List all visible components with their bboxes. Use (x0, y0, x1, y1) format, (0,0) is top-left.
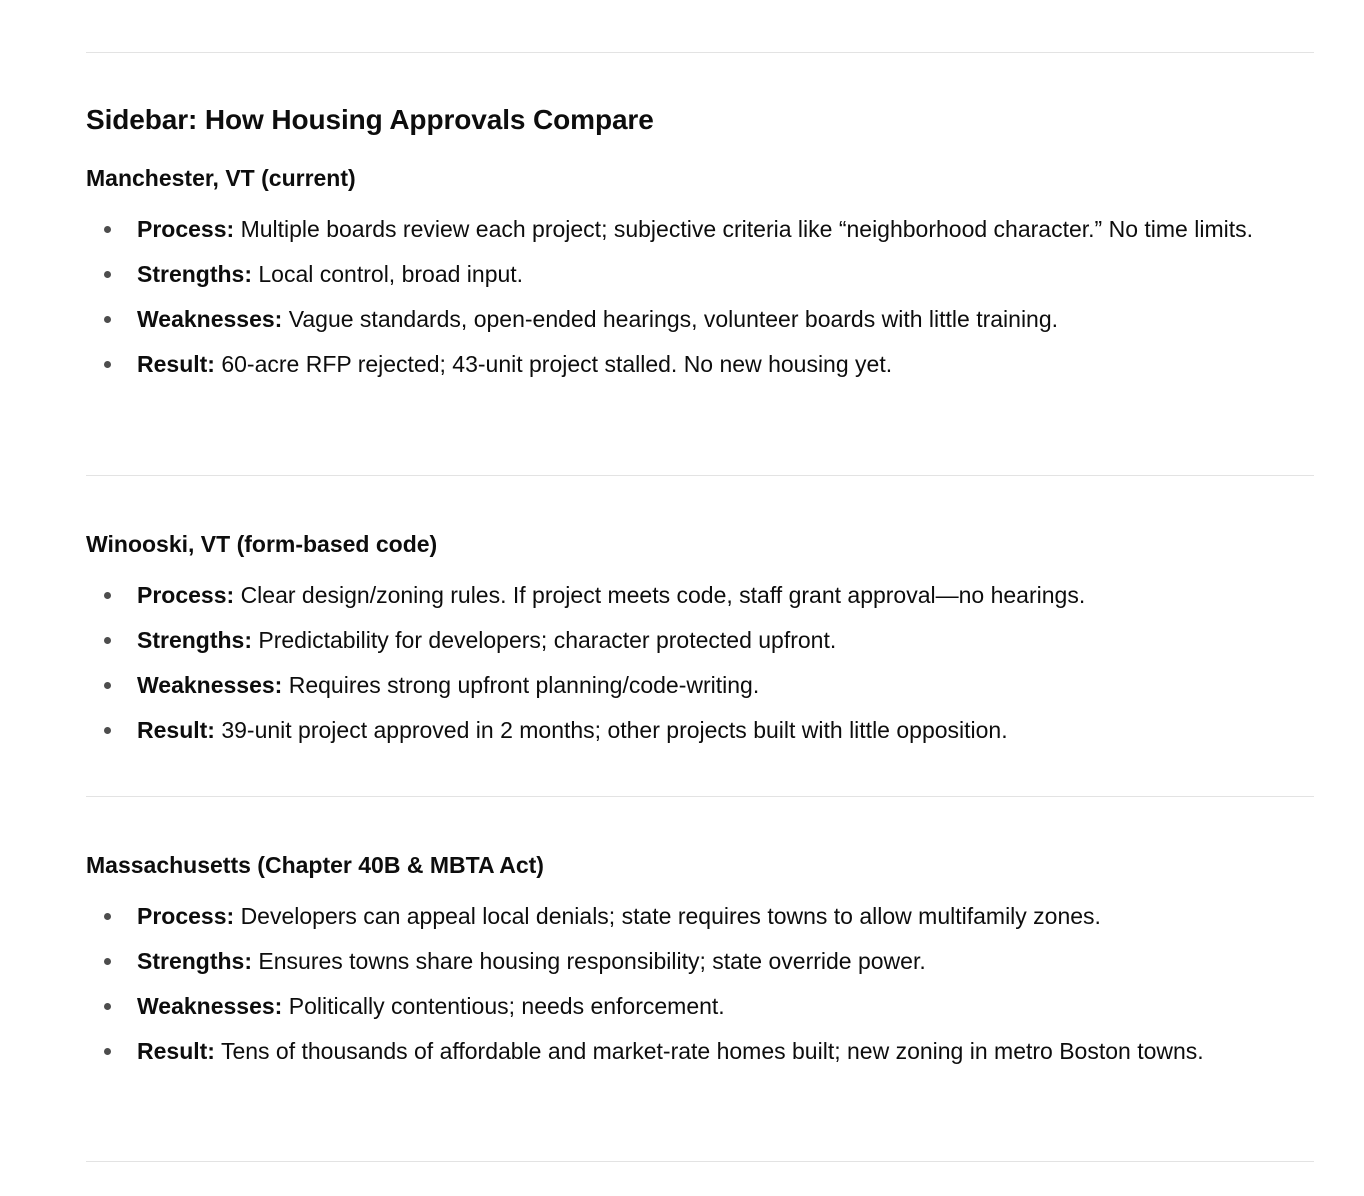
item-text: 39-unit project approved in 2 months; other projects built with little opposition. (221, 717, 1008, 743)
divider (86, 475, 1314, 476)
item-text: Vague standards, open-ended hearings, volunteer boards with little training. (288, 306, 1059, 332)
item-label: Result: (137, 1038, 215, 1064)
section-heading-massachusetts: Massachusetts (Chapter 40B & MBTA Act) (86, 852, 544, 878)
item-label: Process: (137, 582, 235, 608)
bullet-icon (104, 913, 111, 920)
list-item (86, 708, 1314, 753)
list-item (86, 894, 1314, 939)
section-heading-manchester: Manchester, VT (current) (86, 165, 356, 191)
list-item (86, 573, 1314, 618)
item-text: Multiple boards review each project; subjective criteria like “neighborhood character.” No time limits. (240, 216, 1254, 242)
bullet-icon (104, 592, 111, 599)
item-label: Result: (137, 351, 215, 377)
item-label: Strengths: (137, 948, 252, 974)
item-label: Weaknesses: (137, 306, 283, 332)
item-text: Politically contentious; needs enforcement. (288, 993, 725, 1019)
item-text: Requires strong upfront planning/code-writing. (288, 672, 760, 698)
page-title: Sidebar: How Housing Approvals Compare (86, 104, 654, 135)
bullet-icon (104, 271, 111, 278)
item-label: Process: (137, 216, 235, 242)
bullet-icon (104, 226, 111, 233)
bullet-icon (104, 958, 111, 965)
divider (86, 52, 1314, 53)
list-item (86, 984, 1314, 1029)
item-label: Process: (137, 903, 235, 929)
section-list-winooski (86, 573, 1314, 753)
divider (86, 796, 1314, 797)
list-item (86, 939, 1314, 984)
bullet-icon (104, 316, 111, 323)
item-label: Strengths: (137, 627, 252, 653)
item-label: Weaknesses: (137, 672, 283, 698)
bullet-icon (104, 727, 111, 734)
item-label: Weaknesses: (137, 993, 283, 1019)
bullet-icon (104, 682, 111, 689)
section-heading-winooski: Winooski, VT (form-based code) (86, 531, 438, 557)
item-label: Strengths: (137, 261, 252, 287)
section-list-manchester (86, 207, 1314, 387)
item-text: Developers can appeal local denials; state requires towns to allow multifamily zones. (240, 903, 1101, 929)
bullet-icon (104, 637, 111, 644)
item-text: Tens of thousands of affordable and market-rate homes built; new zoning in metro Boston towns. (220, 1038, 1204, 1064)
item-text: Ensures towns share housing responsibility; state override power. (258, 948, 926, 974)
list-item (86, 663, 1314, 708)
list-item (86, 1029, 1314, 1074)
list-item (86, 618, 1314, 663)
item-label: Result: (137, 717, 215, 743)
list-item (86, 297, 1314, 342)
item-text: Local control, broad input. (258, 261, 524, 287)
divider (86, 1161, 1314, 1162)
item-text: Clear design/zoning rules. If project meets code, staff grant approval—no hearings. (240, 582, 1086, 608)
list-item (86, 252, 1314, 297)
list-item (86, 342, 1314, 387)
list-item (86, 207, 1314, 252)
item-text: 60-acre RFP rejected; 43-unit project stalled. No new housing yet. (221, 351, 893, 377)
item-text: Predictability for developers; character protected upfront. (258, 627, 837, 653)
bullet-icon (104, 1003, 111, 1010)
bullet-icon (104, 1048, 111, 1055)
bullet-icon (104, 361, 111, 368)
section-list-massachusetts (86, 894, 1314, 1074)
